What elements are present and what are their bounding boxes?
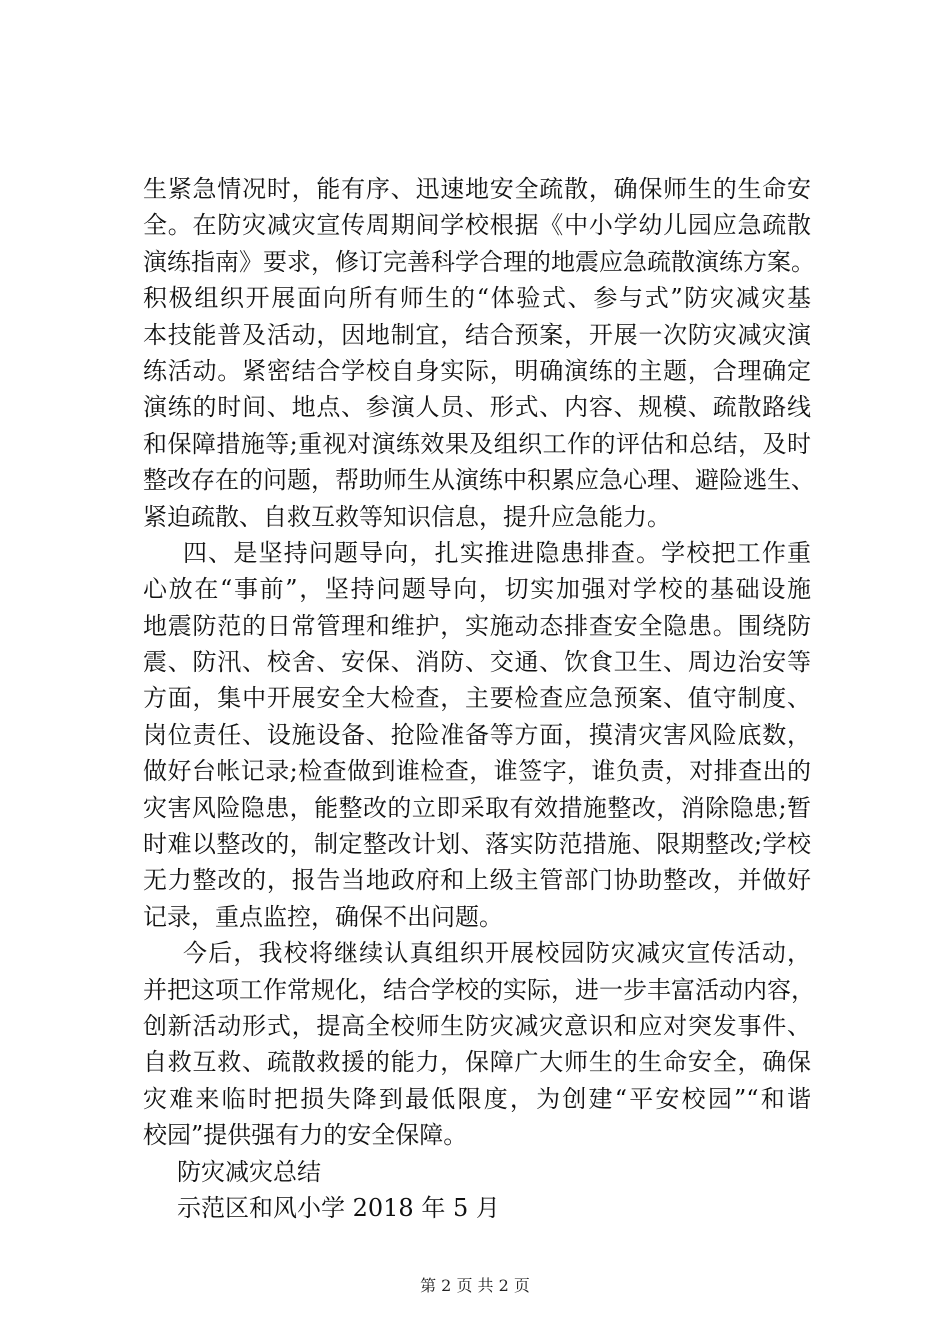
text-line: 地震防范的日常管理和维护，实施动态排查安全隐患。围绕防 bbox=[143, 611, 811, 640]
text-line: 紧迫疏散、自救互救等知识信息，提升应急能力。 bbox=[143, 502, 671, 531]
document-body bbox=[143, 171, 815, 1226]
text-line: 创新活动形式，提高全校师生防灾减灾意识和应对突发事件、 bbox=[143, 1011, 811, 1040]
text-line: 本技能普及活动，因地制宜，结合预案，开展一次防灾减灾演 bbox=[143, 320, 811, 349]
signature-line: 示范区和风小学 2018 年 5 月 bbox=[177, 1193, 500, 1222]
document-title-line: 防灾减灾总结 bbox=[177, 1157, 321, 1186]
text-line: 练活动。紧密结合学校自身实际，明确演练的主题，合理确定 bbox=[143, 356, 811, 385]
page-number: 第 2 页 共 2 页 bbox=[420, 1276, 530, 1295]
text-line: 岗位责任、设施设备、抢险准备等方面，摸清灾害风险底数， bbox=[143, 720, 811, 749]
text-line: 并把这项工作常规化，结合学校的实际，进一步丰富活动内容， bbox=[143, 975, 815, 1004]
text-line: 心放在“事前”，坚持问题导向，切实加强对学校的基础设施 bbox=[143, 575, 811, 604]
text-line: 今后，我校将继续认真组织开展校园防灾减灾宣传活动， bbox=[183, 939, 811, 968]
text-line: 演练的时间、地点、参演人员、形式、内容、规模、疏散路线 bbox=[143, 393, 811, 422]
text-line: 全。在防灾减灾宣传周期间学校根据《中小学幼儿园应急疏散 bbox=[143, 211, 811, 240]
text-line: 四、是坚持问题导向，扎实推进隐患排查。学校把工作重 bbox=[183, 538, 811, 567]
text-line: 积极组织开展面向所有师生的“体验式、参与式”防灾减灾基 bbox=[143, 284, 811, 313]
text-line: 方面，集中开展安全大检查，主要检查应急预案、值守制度、 bbox=[143, 684, 811, 713]
text-line: 演练指南》要求，修订完善科学合理的地震应急疏散演练方案。 bbox=[143, 247, 815, 276]
text-line: 做好台帐记录;检查做到谁检查，谁签字，谁负责，对排查出的 bbox=[143, 757, 811, 786]
text-line: 灾难来临时把损失降到最低限度，为创建“平安校园”“和谐 bbox=[143, 1084, 811, 1113]
text-line: 灾害风险隐患，能整改的立即采取有效措施整改，消除隐患;暂 bbox=[143, 793, 811, 822]
text-line: 无力整改的，报告当地政府和上级主管部门协助整改，并做好 bbox=[143, 866, 811, 895]
text-line: 生紧急情况时，能有序、迅速地安全疏散，确保师生的生命安 bbox=[143, 175, 811, 203]
text-line: 校园”提供强有力的安全保障。 bbox=[143, 1121, 468, 1150]
text-line: 记录，重点监控，确保不出问题。 bbox=[143, 902, 503, 931]
text-line: 自救互救、疏散救援的能力，保障广大师生的生命安全，确保 bbox=[143, 1048, 811, 1077]
text-line: 时难以整改的，制定整改计划、落实防范措施、限期整改;学校 bbox=[143, 830, 811, 859]
text-line: 震、防汛、校舍、安保、消防、交通、饮食卫生、周边治安等 bbox=[143, 648, 811, 677]
text-line: 整改存在的问题，帮助师生从演练中积累应急心理、避险逃生、 bbox=[143, 466, 815, 495]
text-line: 和保障措施等;重视对演练效果及组织工作的评估和总结，及时 bbox=[143, 429, 811, 458]
